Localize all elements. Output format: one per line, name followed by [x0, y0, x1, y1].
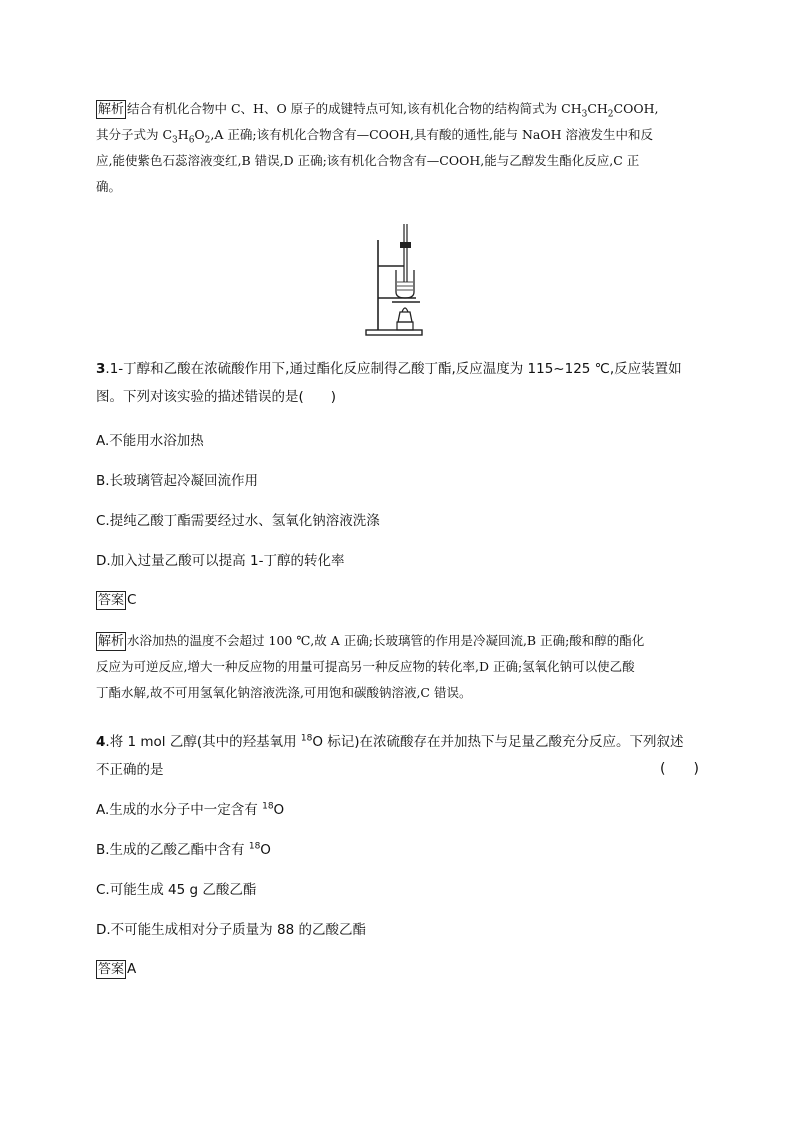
q2-analysis: 解析 结合有机化合物中 C、H、O 原子的成键特点可知,该有机化合物的结构简式为 $CH_3CH_2COOH$, 其分子式为 $C_3H_6O_2,A$ 正确;该有机化合物含有—COOH,具有酸的通性,能与 NaOH 溶液发生中和反 应,能使紫色石蕊溶液变红,B 错误,D 正确;该有机化合物含有—COOH,能与乙醇发生酯化反应,C 正 确。: [96, 101, 659, 194]
answer-tag: 答案: [98, 962, 125, 977]
q4-stem-line2: 不正确的是: [96, 762, 164, 778]
reflux-apparatus-figure: [364, 222, 424, 338]
q4-option-d: D.不可能生成相对分子质量为 88 的乙酸乙酯: [96, 922, 366, 938]
q3-answer: 答案 C: [98, 592, 137, 608]
q3-option-c: C.提纯乙酸丁酯需要经过水、氢氧化钠溶液洗涤: [96, 513, 380, 529]
q3-option-a: A.不能用水浴加热: [96, 433, 204, 449]
analysis-tag: 解析: [98, 102, 125, 117]
answer-tag: 答案: [98, 593, 125, 608]
question-number: 4: [96, 734, 106, 750]
answer-bracket: ( ): [660, 761, 699, 777]
q4-option-a: A.生成的水分子中一定含有 $^{18}$O: [96, 801, 285, 818]
q3-analysis: 解析 水浴加热的温度不会超过 100 ℃,故 A 正确;长玻璃管的作用是冷凝回流,B 正确;酸和醇的酯化 反应为可逆反应,增大一种反应物的用量可提高另一种反应物的转化率,D 正确;氢氧化钠可以使乙酸 丁酯水解,故不可用氢氧化钠溶液洗涤,可用饱和碳酸钠溶液,C 错误。: [96, 633, 645, 700]
q3-stem-line2: 图。下列对该实验的描述错误的是( ): [96, 389, 337, 405]
q3-option-d: D.加入过量乙酸可以提高 1-丁醇的转化率: [96, 553, 345, 569]
q4-option-c: C.可能生成 45 g 乙酸乙酯: [96, 882, 257, 898]
q4-stem-line1: 4.将 1 mol 乙醇(其中的羟基氧用 $^{18}$O 标记)在浓硫酸存在并加热下与足量乙酸充分反应。下列叙述: [96, 733, 684, 750]
analysis-tag: 解析: [98, 634, 125, 649]
q3-option-b: B.长玻璃管起冷凝回流作用: [96, 473, 259, 489]
q3-stem-line1: 3.1-丁醇和乙酸在浓硫酸作用下,通过酯化反应制得乙酸丁酯,反应温度为 115~125 ℃,反应装置如: [96, 361, 682, 377]
q4-answer: 答案 A: [98, 961, 137, 977]
q4-option-b: B.生成的乙酸乙酯中含有 $^{18}$O: [96, 841, 271, 858]
question-number: 3: [96, 361, 106, 377]
